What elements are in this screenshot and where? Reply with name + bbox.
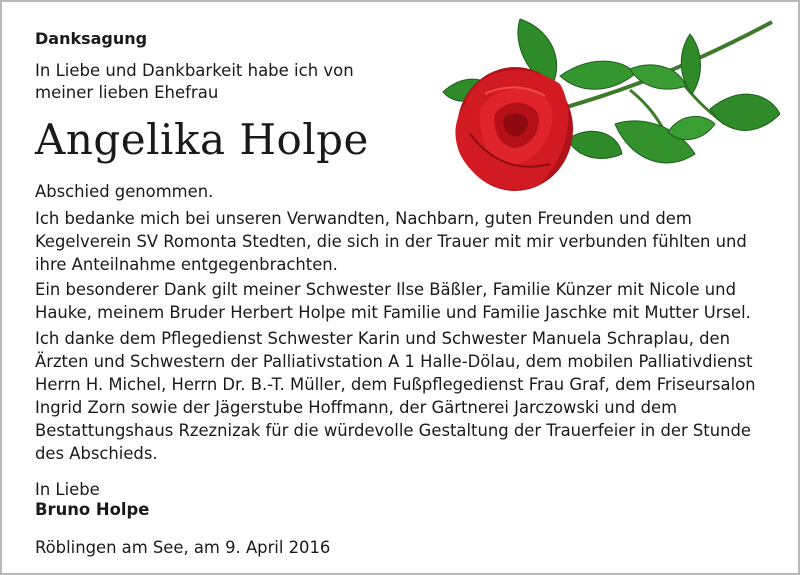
thanks-paragraph-1: Ich bedanke mich bei unseren Verwandten, Nachbarn, guten Freunden und dem Kegelverein SV Romonta Stedten, die sich in der Trauer mit mir verbunden fühlten und ihre Anteilnahme entgegenbrachten. bbox=[35, 209, 747, 274]
signer-name: Bruno Holpe bbox=[35, 500, 150, 519]
intro-line-2: meiner lieben Ehefrau bbox=[35, 83, 219, 102]
notice-heading: Danksagung bbox=[35, 29, 148, 48]
deceased-name: Angelika Holpe bbox=[35, 115, 369, 164]
intro-line-1: In Liebe und Dankbarkeit habe ich von bbox=[35, 61, 354, 80]
intro-text bbox=[35, 60, 354, 104]
farewell-text: Abschied genommen. bbox=[35, 182, 214, 201]
rose-icon bbox=[440, 14, 780, 204]
closing-text: In Liebe bbox=[35, 480, 100, 499]
place-date: Röblingen am See, am 9. April 2016 bbox=[35, 538, 331, 557]
thanks-paragraph-2: Ein besonderer Dank gilt meiner Schwester Ilse Bäßler, Familie Künzer mit Nicole und Hauke, meinem Bruder Herbert Holpe mit Familie und Familie Jaschke mit Mutter Ursel. bbox=[35, 280, 751, 322]
thanks-paragraph-3: Ich danke dem Pflegedienst Schwester Karin und Schwester Manuela Schraplau, den Ärzten und Schwestern der Palliativstation A 1 Halle-Dölau, dem mobilen Palliativdienst Herrn H. Michel, Herrn Dr. B.-T. Müller, dem Fußpflegedienst Frau Graf, dem Friseursalon Ingrid Zorn sowie der Jägerstube Hoffmann, der Gärtnerei Jarczowski und dem Bestattungshaus Rzeznizak für die würdevolle Gestaltung der Trauerfeier in der Stunde des Abschieds. bbox=[35, 329, 756, 463]
